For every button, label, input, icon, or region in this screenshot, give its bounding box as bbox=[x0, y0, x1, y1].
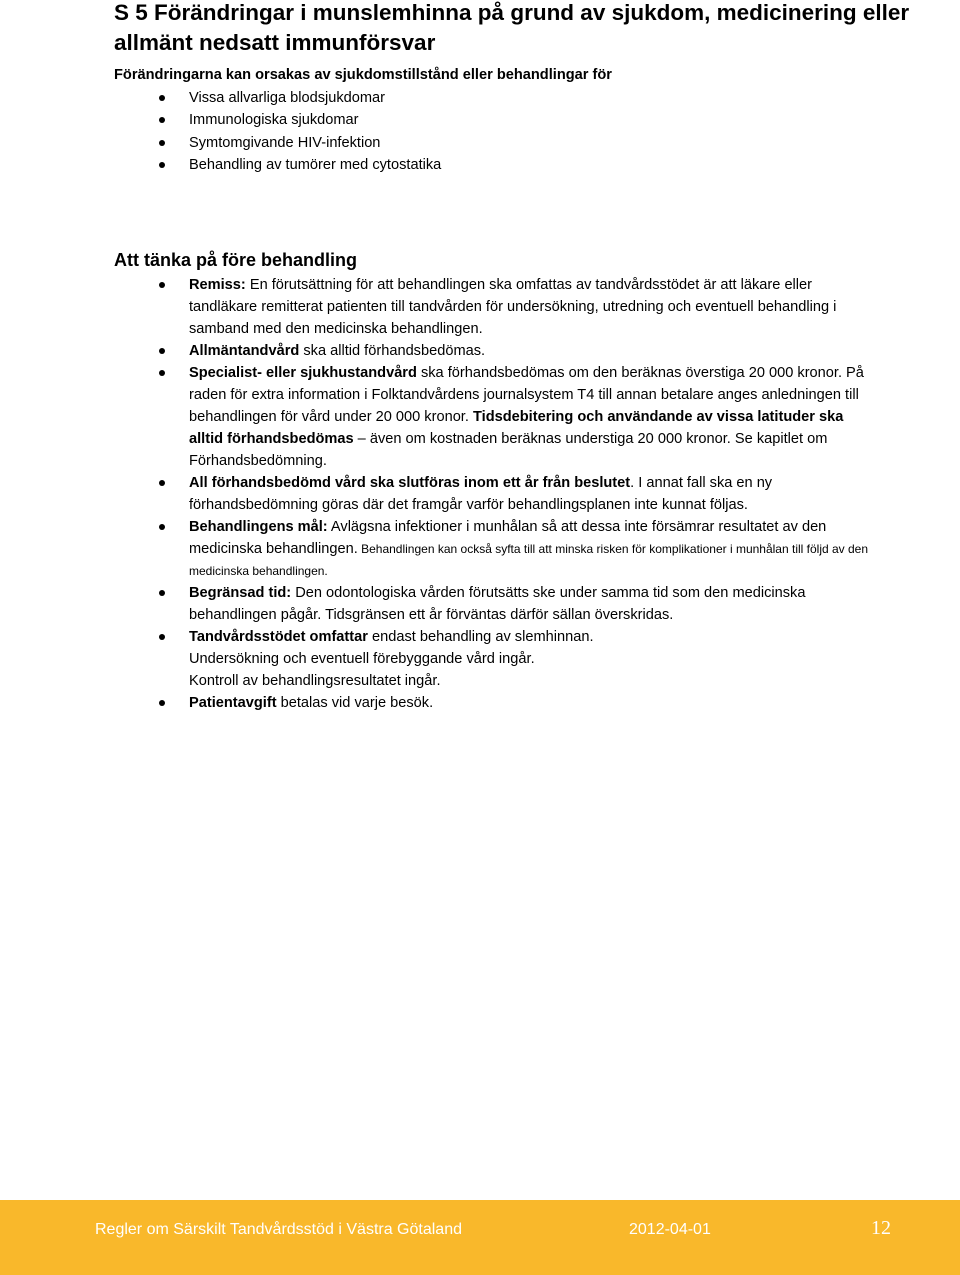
list-item-completion: All förhandsbedömd vård ska slutföras inom ett år från beslutet. I annat fall ska en ny förhandsbedömning göras där det framgår varför behandlingsplanen inte kunnat följas. bbox=[0, 472, 879, 516]
list-item: Vissa allvarliga blodsjukdomar bbox=[0, 87, 879, 109]
bullet-icon bbox=[159, 480, 165, 486]
list-item: Symtomgivande HIV-infektion bbox=[0, 132, 879, 154]
list-item-general-care: Allmäntandvård ska alltid förhandsbedömas. bbox=[0, 340, 879, 362]
considerations-list bbox=[0, 274, 960, 714]
bullet-icon bbox=[159, 590, 165, 596]
page-number: 12 bbox=[871, 1217, 891, 1239]
page-footer bbox=[0, 1200, 960, 1275]
bullet-icon bbox=[159, 348, 165, 354]
list-item-time-limit: Begränsad tid: Den odontologiska vården förutsätts ske under samma tid som den medicinska behandlingen pågår. Tidsgränsen ett år förväntas därför sällan överskridas. bbox=[0, 582, 879, 626]
list-item-referral: Remiss: En förutsättning för att behandlingen ska omfattas av tandvårdsstödet är att läkare eller tandläkare remitterat patienten till tandvården för undersökning, utredning och eventuell behandling i samband med den medicinska behandlingen. bbox=[0, 274, 879, 340]
list-item-patient-fee: Patientavgift betalas vid varje besök. bbox=[0, 692, 879, 714]
bullet-icon bbox=[159, 634, 165, 640]
conditions-list bbox=[0, 87, 960, 176]
intro-text: Förändringarna kan orsakas av sjukdomstillstånd eller behandlingar för bbox=[114, 67, 612, 83]
bullet-icon bbox=[159, 700, 165, 706]
bullet-icon bbox=[159, 117, 165, 123]
list-item-specialist-care: Specialist- eller sjukhustandvård ska förhandsbedömas om den beräknas överstiga 20 000 kronor. På raden för extra information i Folktandvårdens journalsystem T4 till annan betalare anges anledningen till behandlingen för vård under 20 000 kronor. Tidsdebitering och användande av vissa latituder ska alltid förhandsbedömas – även om kostnaden beräknas understiga 20 000 kronor. Se kapitlet om Förhandsbedömning. bbox=[0, 362, 879, 472]
bullet-icon bbox=[159, 140, 165, 146]
section-heading: Att tänka på före behandling bbox=[114, 250, 358, 270]
list-item-treatment-goal: Behandlingens mål: Avlägsna infektioner i munhålan så att dessa inte försämrar resultatet av den medicinska behandlingen. Behandlingen kan också syfta till att minska risken för komplikationer i munhålan till följd av den medicinska behandlingen. bbox=[0, 516, 879, 582]
list-item-coverage: Tandvårdsstödet omfattar endast behandling av slemhinnan. Undersökning och eventuell förebyggande vård ingår. Kontroll av behandlingsresultatet ingår. bbox=[0, 626, 879, 692]
list-item: Behandling av tumörer med cytostatika bbox=[0, 154, 879, 176]
bullet-icon bbox=[159, 370, 165, 376]
bullet-icon bbox=[159, 162, 165, 168]
bullet-icon bbox=[159, 282, 165, 288]
footer-date: 2012-04-01 bbox=[629, 1221, 711, 1238]
bullet-icon bbox=[159, 524, 165, 530]
list-item: Immunologiska sjukdomar bbox=[0, 109, 879, 131]
page-title: S 5 Förändringar i munslemhinna på grund av sjukdom, medicinering eller allmänt nedsatt immunförsvar bbox=[114, 0, 910, 55]
footer-text: Regler om Särskilt Tandvårdsstöd i Västra Götaland bbox=[95, 1221, 462, 1238]
bullet-icon bbox=[159, 95, 165, 101]
